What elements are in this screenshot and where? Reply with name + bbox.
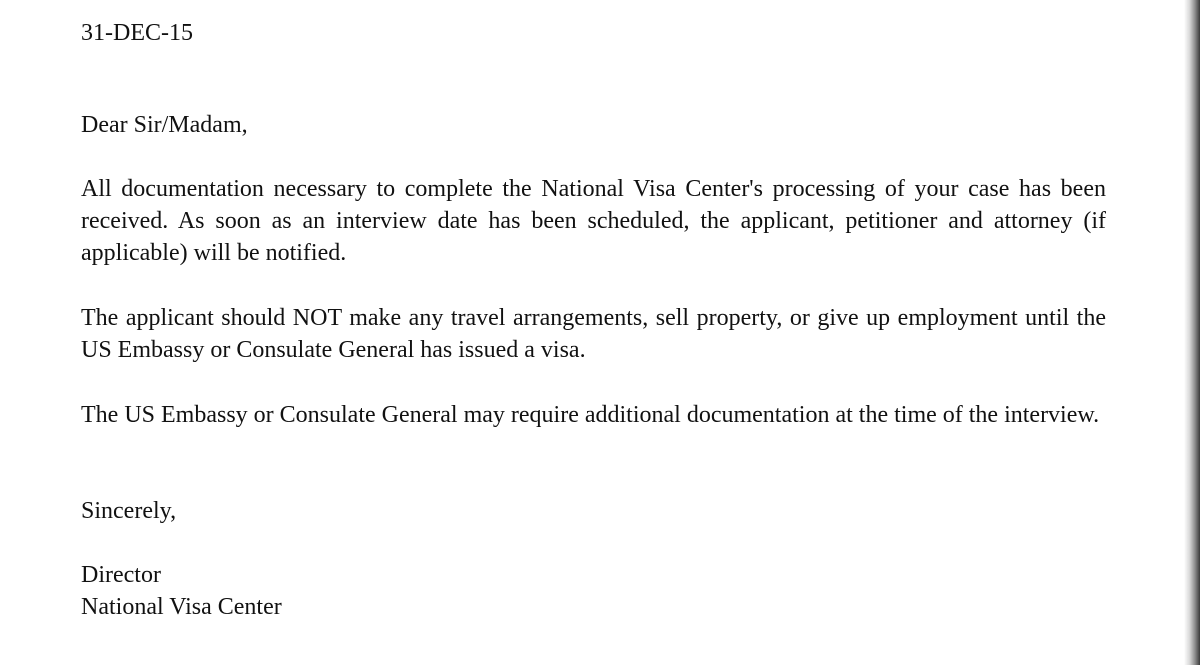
letter-date: 31-DEC-15 bbox=[81, 20, 193, 46]
signature-organization: National Visa Center bbox=[81, 594, 282, 620]
closing: Sincerely, bbox=[81, 498, 177, 524]
signature-title: Director bbox=[81, 562, 161, 588]
page-edge-shadow bbox=[1184, 0, 1200, 665]
paragraph-documentation-received: All documentation necessary to complete the National Visa Center's processing of your case has been received. As soon as an interview date has been scheduled, the applicant, petitioner and attorney (if applicable) will be notified. bbox=[81, 176, 1106, 266]
paragraph-additional-documentation: The US Embassy or Consulate General may require additional documentation at the time of the interview. bbox=[81, 402, 1100, 428]
paragraph-travel-warning: The applicant should NOT make any travel arrangements, sell property, or give up employment until the US Embassy or Consulate General has issued a visa. bbox=[81, 305, 1106, 363]
signature-block bbox=[81, 559, 282, 623]
letter-body bbox=[81, 17, 1106, 620]
salutation: Dear Sir/Madam, bbox=[81, 112, 248, 138]
